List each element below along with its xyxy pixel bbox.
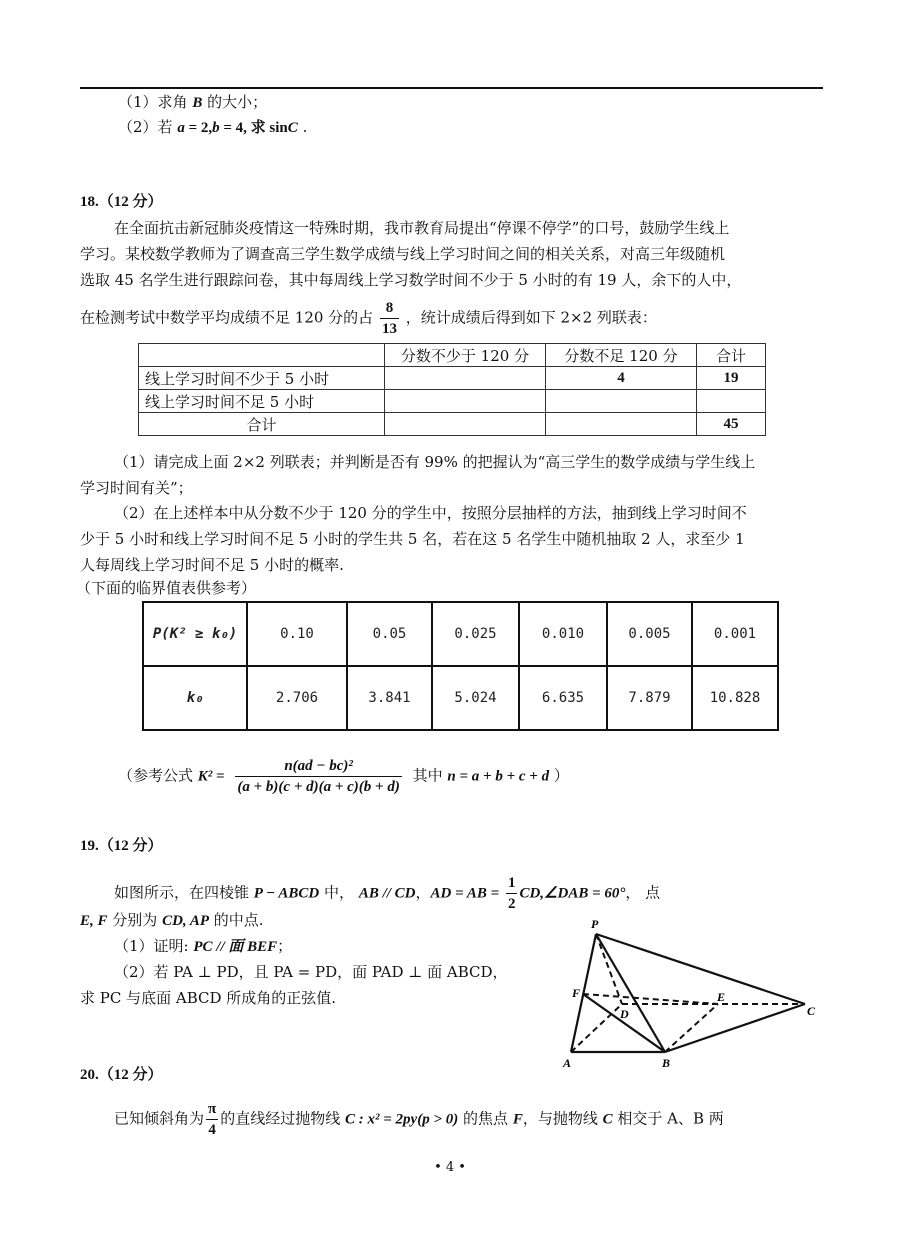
denominator: 13 bbox=[381, 321, 397, 337]
pyramid-figure bbox=[555, 915, 830, 1075]
denominator: (a + b)(c + d)(a + c)(b + d) bbox=[237, 779, 400, 795]
critical-value-table bbox=[142, 601, 779, 731]
table-cell: 0.001 bbox=[692, 602, 778, 666]
math-var: a bbox=[177, 120, 185, 136]
table-cell: 6.635 bbox=[519, 666, 607, 730]
table-cell: 4 bbox=[546, 367, 697, 390]
label-D: D bbox=[620, 1007, 629, 1021]
q19-line1 bbox=[114, 873, 660, 914]
text: 如图所示，在四棱锥 bbox=[114, 883, 254, 902]
q19-part1 bbox=[114, 936, 292, 957]
header-rule bbox=[80, 87, 823, 89]
table-cell: 合计 bbox=[139, 413, 385, 436]
math-var: C bbox=[287, 120, 298, 136]
segment-FE bbox=[583, 994, 718, 1004]
math-expr: AD = AB = bbox=[430, 885, 500, 902]
q18-sub1-line: （1）请完成上面 2×2 列联表；并判断是否有 99% 的把握认为“高三学生的数学成绩与学生线上 bbox=[114, 453, 756, 471]
text: 的焦点 bbox=[458, 1109, 513, 1128]
page-number: • 4 • bbox=[434, 1160, 466, 1175]
q17-part2 bbox=[118, 117, 307, 138]
table-cell: 3.841 bbox=[347, 666, 432, 730]
math-var: F bbox=[512, 1111, 523, 1128]
numerator: n(ad − bc)² bbox=[235, 756, 401, 777]
q18-sub1-line: 学习时间有关”； bbox=[80, 479, 193, 497]
q18-formula bbox=[118, 756, 569, 797]
text: 在检测考试中数学平均成绩不足 120 分的占 bbox=[80, 308, 374, 327]
q20-header: 20.（12 分） bbox=[80, 1067, 163, 1083]
table-cell bbox=[546, 413, 697, 436]
table-cell bbox=[697, 390, 766, 413]
table-row bbox=[143, 666, 778, 730]
label-C: C bbox=[807, 1004, 816, 1018]
contingency-table bbox=[138, 343, 766, 436]
text: （1）证明: bbox=[114, 937, 194, 955]
text: （参考公式 bbox=[118, 766, 198, 785]
edge-PB bbox=[596, 934, 665, 1052]
text: ， bbox=[415, 883, 431, 902]
segment-BE bbox=[665, 1004, 718, 1052]
q18-sub2-line: 人每周线上学习时间不足 5 小时的概率. bbox=[80, 556, 344, 574]
table-row bbox=[143, 602, 778, 666]
label-F: F bbox=[572, 986, 581, 1000]
numerator: 8 bbox=[380, 298, 399, 319]
denominator: 4 bbox=[208, 1122, 216, 1138]
table-cell: 19 bbox=[697, 367, 766, 390]
math-var: C bbox=[602, 1111, 613, 1128]
table-cell: 合计 bbox=[697, 344, 766, 367]
q18-header: 18.（12 分） bbox=[80, 194, 163, 210]
numerator: π bbox=[206, 1099, 218, 1120]
table-cell: 0.10 bbox=[247, 602, 347, 666]
text: = 4, 求 sin bbox=[219, 120, 288, 136]
edge-BC bbox=[665, 1004, 805, 1052]
table-cell: 分数不足 120 分 bbox=[546, 344, 697, 367]
text: 已知倾斜角为 bbox=[114, 1109, 205, 1128]
table-cell: 5.024 bbox=[432, 666, 519, 730]
math-expr: C : x² = 2py(p > 0) bbox=[345, 1111, 459, 1128]
label-E: E bbox=[717, 990, 726, 1004]
q18-para-line4 bbox=[80, 298, 657, 339]
math-var: B bbox=[192, 95, 203, 111]
q20-line1 bbox=[114, 1099, 724, 1140]
text: . bbox=[297, 118, 308, 136]
q18-para-line: 选取 45 名学生进行跟踪问卷，其中每周线上学习数学时间不少于 5 小时的有 19 人，余下的人中， bbox=[80, 271, 742, 289]
q19-part2-line: （2）若 PA ⊥ PD，且 PA = PD，面 PAD ⊥ 面 ABCD， bbox=[114, 963, 508, 981]
label-B: B bbox=[662, 1056, 671, 1070]
math-expr: CD, AP bbox=[162, 913, 210, 929]
math-expr: PC // 面 BEF bbox=[193, 939, 278, 955]
math-expr: CD,∠DAB = 60° bbox=[519, 885, 626, 902]
q18-ref-note: （下面的临界值表供参考） bbox=[76, 579, 257, 597]
denominator: 2 bbox=[507, 896, 516, 912]
q19-header: 19.（12 分） bbox=[80, 838, 163, 854]
table-cell: 2.706 bbox=[247, 666, 347, 730]
table-cell: 线上学习时间不少于 5 小时 bbox=[139, 367, 385, 390]
text: 相交于 A、B 两 bbox=[612, 1109, 724, 1128]
table-cell bbox=[385, 390, 546, 413]
text: 的直线经过抛物线 bbox=[220, 1109, 346, 1128]
fraction bbox=[506, 873, 518, 914]
math-expr: AB // CD bbox=[358, 885, 416, 902]
text: = 2, bbox=[184, 120, 213, 136]
text: ，统计成绩后得到如下 2×2 列联表： bbox=[405, 308, 657, 327]
math-expr: n = a + b + c + d bbox=[447, 768, 550, 785]
edge-PD bbox=[596, 934, 622, 1004]
text: ，与抛物线 bbox=[522, 1109, 603, 1128]
fraction bbox=[380, 298, 399, 339]
text: 其中 bbox=[412, 766, 448, 785]
math-var: b bbox=[212, 120, 220, 136]
q19-line2 bbox=[80, 910, 264, 931]
math-expr: P − ABCD bbox=[253, 885, 320, 902]
table-cell: 0.025 bbox=[432, 602, 519, 666]
q17-part1 bbox=[118, 92, 267, 113]
table-cell: 0.05 bbox=[347, 602, 432, 666]
table-cell: 7.879 bbox=[607, 666, 692, 730]
q18-para-line: 在全面抗击新冠肺炎疫情这一特殊时期，我市教育局提出“停课不停学”的口号，鼓励学生线上 bbox=[114, 219, 730, 237]
table-row bbox=[139, 413, 766, 436]
q18-para-line: 学习。某校数学教师为了调查高三学生数学成绩与线上学习时间之间的相关关系，对高三年级随机 bbox=[80, 245, 726, 263]
label-P: P bbox=[591, 917, 599, 931]
table-row bbox=[139, 367, 766, 390]
text: 分别为 bbox=[107, 911, 163, 929]
table-cell: k₀ bbox=[143, 666, 247, 730]
q18-sub2-line: （2）在上述样本中从分数不少于 120 分的学生中，按照分层抽样的方法，抽到线上学习时间不 bbox=[114, 504, 747, 522]
text: ； bbox=[277, 937, 293, 955]
text: 的大小； bbox=[202, 93, 268, 111]
text: （2）若 bbox=[118, 118, 178, 136]
table-cell bbox=[385, 367, 546, 390]
table-cell: 线上学习时间不足 5 小时 bbox=[139, 390, 385, 413]
table-cell: 45 bbox=[697, 413, 766, 436]
text: ， 点 bbox=[625, 883, 661, 902]
fraction bbox=[235, 756, 401, 797]
table-cell bbox=[546, 390, 697, 413]
numerator: 1 bbox=[506, 873, 518, 894]
table-cell bbox=[139, 344, 385, 367]
math-expr: K² = bbox=[197, 768, 225, 785]
text: ） bbox=[549, 766, 569, 785]
label-A: A bbox=[563, 1056, 572, 1070]
table-header-row bbox=[139, 344, 766, 367]
math-expr: E, F bbox=[80, 913, 108, 929]
table-cell: 0.010 bbox=[519, 602, 607, 666]
fraction bbox=[206, 1099, 218, 1140]
q19-part2-line: 求 PC 与底面 ABCD 所成角的正弦值. bbox=[80, 989, 337, 1007]
table-cell: 分数不少于 120 分 bbox=[385, 344, 546, 367]
text: （1）求角 bbox=[118, 93, 193, 111]
table-cell bbox=[385, 413, 546, 436]
text: 的中点. bbox=[209, 911, 264, 929]
table-cell: 0.005 bbox=[607, 602, 692, 666]
text: 中， bbox=[319, 883, 359, 902]
table-cell: P(K² ≥ k₀) bbox=[143, 602, 247, 666]
q18-sub2-line: 少于 5 小时和线上学习时间不足 5 小时的学生共 5 名，若在这 5 名学生中随机抽取 2 人，求至少 1 bbox=[80, 530, 745, 548]
table-cell: 10.828 bbox=[692, 666, 778, 730]
table-row bbox=[139, 390, 766, 413]
edge-PC bbox=[596, 934, 805, 1004]
segment-FB bbox=[583, 994, 665, 1052]
